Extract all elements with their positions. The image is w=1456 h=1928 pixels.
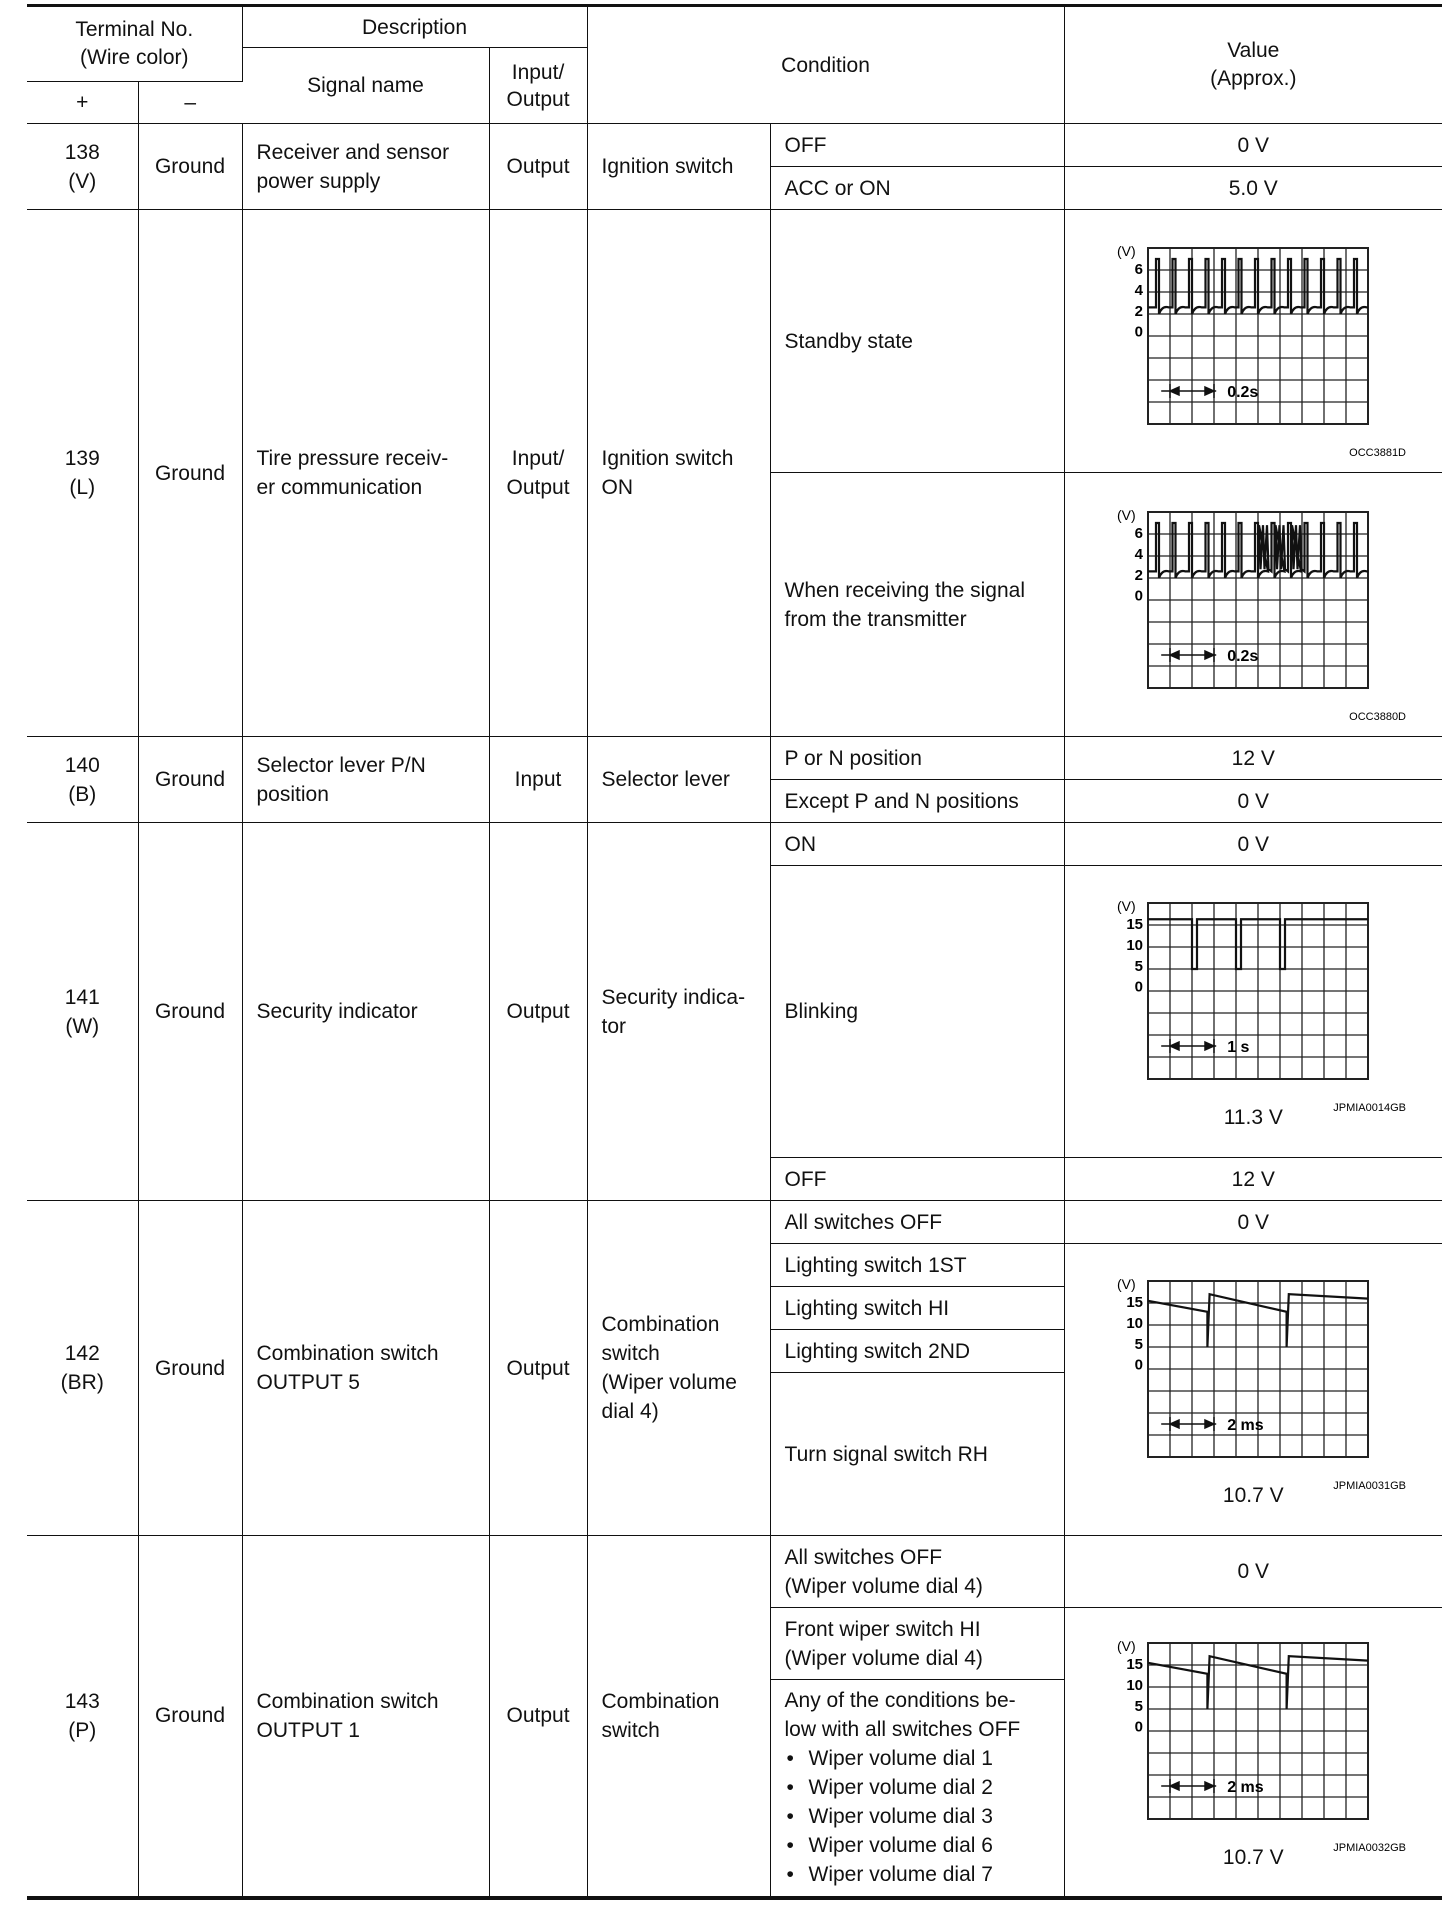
list-item: • Wiper volume dial 7 <box>787 1860 1050 1889</box>
io-cell: Input <box>489 737 587 823</box>
time-marker <box>1161 1417 1216 1431</box>
terminal-cell: 142 (BR) <box>27 1201 138 1536</box>
time-marker <box>1161 1039 1216 1053</box>
sub-condition-cell: Standby state <box>770 210 1064 473</box>
time-division-label: 2 ms <box>1227 1417 1264 1434</box>
waveform-cell <box>1064 473 1442 737</box>
figure-code: JPMIA0032GB <box>1333 1842 1407 1855</box>
ground-cell: Ground <box>138 210 242 737</box>
waveform-tick-label: 4 <box>1134 545 1144 563</box>
terminal-cell: 143 (P) <box>27 1536 138 1898</box>
figure-code: OCC3880D <box>1349 710 1407 723</box>
ground-cell: Ground <box>138 124 242 210</box>
value-cell: 0 V <box>1064 780 1442 823</box>
waveform-unit-label: (V) <box>1117 506 1136 523</box>
value-cell: 0 V <box>1064 1201 1442 1244</box>
sub-condition-cell: Lighting switch 1ST <box>770 1244 1064 1287</box>
waveform-cell <box>1064 866 1442 1158</box>
waveform-tick-label: 15 <box>1126 916 1144 933</box>
figure-code: JPMIA0014GB <box>1333 1102 1407 1114</box>
list-item: • Wiper volume dial 6 <box>787 1831 1050 1860</box>
condition-cell: Security indica- tor <box>587 823 770 1201</box>
sub-condition-cell: Turn signal switch RH <box>770 1373 1064 1536</box>
waveform-tick-label: 10 <box>1126 936 1144 954</box>
signal-name-cell: Combination switch OUTPUT 1 <box>242 1536 489 1898</box>
plus-header: + <box>27 82 138 124</box>
time-division-label: 0.2s <box>1227 384 1259 401</box>
sub-condition-cell: OFF <box>770 1158 1064 1201</box>
value-text: 10.7 V <box>1222 1484 1284 1507</box>
sub-condition-cell: ON <box>770 823 1064 866</box>
waveform-tick-label: 0 <box>1134 1718 1144 1736</box>
sub-condition-cell: All switches OFF <box>770 1201 1064 1244</box>
waveform-tick-label: 6 <box>1134 524 1144 542</box>
figure-code: JPMIA0031GB <box>1333 1480 1407 1492</box>
waveform-tick-label: 0 <box>1134 323 1144 341</box>
sub-condition-cell: P or N position <box>770 737 1064 780</box>
value-cell: 12 V <box>1064 737 1442 780</box>
waveform-cell <box>1064 210 1442 473</box>
time-division-label: 0.2s <box>1227 647 1259 665</box>
signal-name-cell: Tire pressure receiv- er communication <box>242 210 489 737</box>
figure-code: OCC3881D <box>1349 447 1407 459</box>
condition-header: Condition <box>587 6 1064 124</box>
signal-name-cell: Receiver and sensor power supply <box>242 124 489 210</box>
list-item: • Wiper volume dial 2 <box>787 1773 1050 1802</box>
waveform-output1 <box>1103 1631 1407 1855</box>
waveform-unit-label: (V) <box>1117 1638 1136 1655</box>
terminal-no-header: Terminal No. (Wire color) <box>27 6 242 82</box>
time-division-label: 1 s <box>1227 1039 1250 1056</box>
waveform-tick-label: 2 <box>1134 566 1144 584</box>
condition-cell: Selector lever <box>587 737 770 823</box>
io-cell: Output <box>489 1201 587 1536</box>
signal-name-cell: Selector lever P/N position <box>242 737 489 823</box>
value-cell: 5.0 V <box>1064 167 1442 210</box>
value-cell: 12 V <box>1064 1158 1442 1201</box>
table-row <box>27 1536 1442 1608</box>
waveform-trace <box>1148 523 1368 578</box>
table-row <box>27 823 1442 866</box>
ground-cell: Ground <box>138 1536 242 1898</box>
sub-condition-cell: Any of the conditions be- low with all switches OFF • Wiper volume dial 1 • Wiper volume dial 2 • Wiper volume dial 3 • Wiper volume dial 6 • Wiper volume dial 7 <box>770 1680 1064 1898</box>
time-marker <box>1161 384 1216 398</box>
terminal-cell: 139 (L) <box>27 210 138 737</box>
waveform-tick-label: 2 <box>1134 302 1144 320</box>
waveform-tick-label: 15 <box>1126 1294 1144 1311</box>
waveform-tick-label: 15 <box>1126 1656 1144 1674</box>
value-text: 11.3 V <box>1223 1106 1283 1129</box>
waveform-standby <box>1103 236 1407 459</box>
waveform-tick-label: 0 <box>1134 1356 1144 1374</box>
io-cell: Output <box>489 1536 587 1898</box>
time-marker <box>1161 1779 1216 1793</box>
table-row <box>27 124 1442 167</box>
terminal-cell: 138 (V) <box>27 124 138 210</box>
waveform-tick-label: 10 <box>1126 1677 1144 1695</box>
value-text: 10.7 V <box>1222 1846 1284 1870</box>
io-cell: Output <box>489 124 587 210</box>
io-cell: Input/ Output <box>489 210 587 737</box>
waveform-tick-label: 6 <box>1134 261 1144 278</box>
terminal-cell: 141 (W) <box>27 823 138 1201</box>
input-output-header: Input/ Output <box>489 48 587 124</box>
waveform-tick-label: 0 <box>1134 587 1144 605</box>
table-row <box>27 737 1442 780</box>
bullet-list <box>785 1744 1050 1889</box>
sub-condition-cell: When receiving the signal from the transmitter <box>770 473 1064 737</box>
condition-cell: Combination switch <box>587 1536 770 1898</box>
io-cell: Output <box>489 823 587 1201</box>
waveform-unit-label: (V) <box>1117 898 1136 914</box>
ground-cell: Ground <box>138 823 242 1201</box>
waveform-receiving <box>1103 500 1407 723</box>
terminal-table <box>27 4 1442 1900</box>
value-cell: 0 V <box>1064 823 1442 866</box>
table-row <box>27 1201 1442 1244</box>
waveform-cell <box>1064 1244 1442 1536</box>
ground-cell: Ground <box>138 1201 242 1536</box>
waveform-trace <box>1148 259 1368 314</box>
sub-condition-cell: Lighting switch HI <box>770 1287 1064 1330</box>
condition-cell: Combination switch (Wiper volume dial 4) <box>587 1201 770 1536</box>
signal-name-cell: Combination switch OUTPUT 5 <box>242 1201 489 1536</box>
sub-condition-cell: Blinking <box>770 866 1064 1158</box>
waveform-tick-label: 5 <box>1134 1698 1144 1716</box>
sub-condition-cell: Front wiper switch HI (Wiper volume dial 4) <box>770 1608 1064 1680</box>
waveform-tick-label: 10 <box>1126 1314 1144 1332</box>
list-item: • Wiper volume dial 3 <box>787 1802 1050 1831</box>
waveform-blinking <box>1103 891 1407 1114</box>
waveform-grid <box>1148 903 1368 1079</box>
value-cell: 0 V <box>1064 124 1442 167</box>
waveform-tick-label: 0 <box>1134 978 1144 996</box>
waveform-tick-label: 4 <box>1134 281 1144 299</box>
terminal-table-page <box>27 4 1442 1900</box>
value-header: Value (Approx.) <box>1064 6 1442 124</box>
description-header: Description <box>242 6 587 48</box>
list-item: • Wiper volume dial 1 <box>787 1744 1050 1773</box>
waveform-unit-label: (V) <box>1117 1276 1136 1292</box>
signal-name-header: Signal name <box>242 48 489 124</box>
time-marker <box>1161 648 1216 662</box>
value-cell: 0 V <box>1064 1536 1442 1608</box>
sub-condition-cell: Lighting switch 2ND <box>770 1330 1064 1373</box>
ground-cell: Ground <box>138 737 242 823</box>
terminal-cell: 140 (B) <box>27 737 138 823</box>
waveform-output5 <box>1103 1269 1407 1492</box>
condition-cell: Ignition switch <box>587 124 770 210</box>
waveform-tick-label: 5 <box>1134 957 1144 975</box>
table-row <box>27 210 1442 473</box>
signal-name-cell: Security indicator <box>242 823 489 1201</box>
waveform-tick-label: 5 <box>1134 1335 1144 1353</box>
time-division-label: 2 ms <box>1227 1779 1264 1797</box>
sub-condition-cell: Except P and N positions <box>770 780 1064 823</box>
waveform-cell <box>1064 1608 1442 1898</box>
sub-condition-cell: ACC or ON <box>770 167 1064 210</box>
minus-header: – <box>138 82 242 124</box>
sub-condition-cell: OFF <box>770 124 1064 167</box>
sub-condition-cell: All switches OFF (Wiper volume dial 4) <box>770 1536 1064 1608</box>
waveform-unit-label: (V) <box>1117 243 1136 259</box>
condition-cell: Ignition switch ON <box>587 210 770 737</box>
